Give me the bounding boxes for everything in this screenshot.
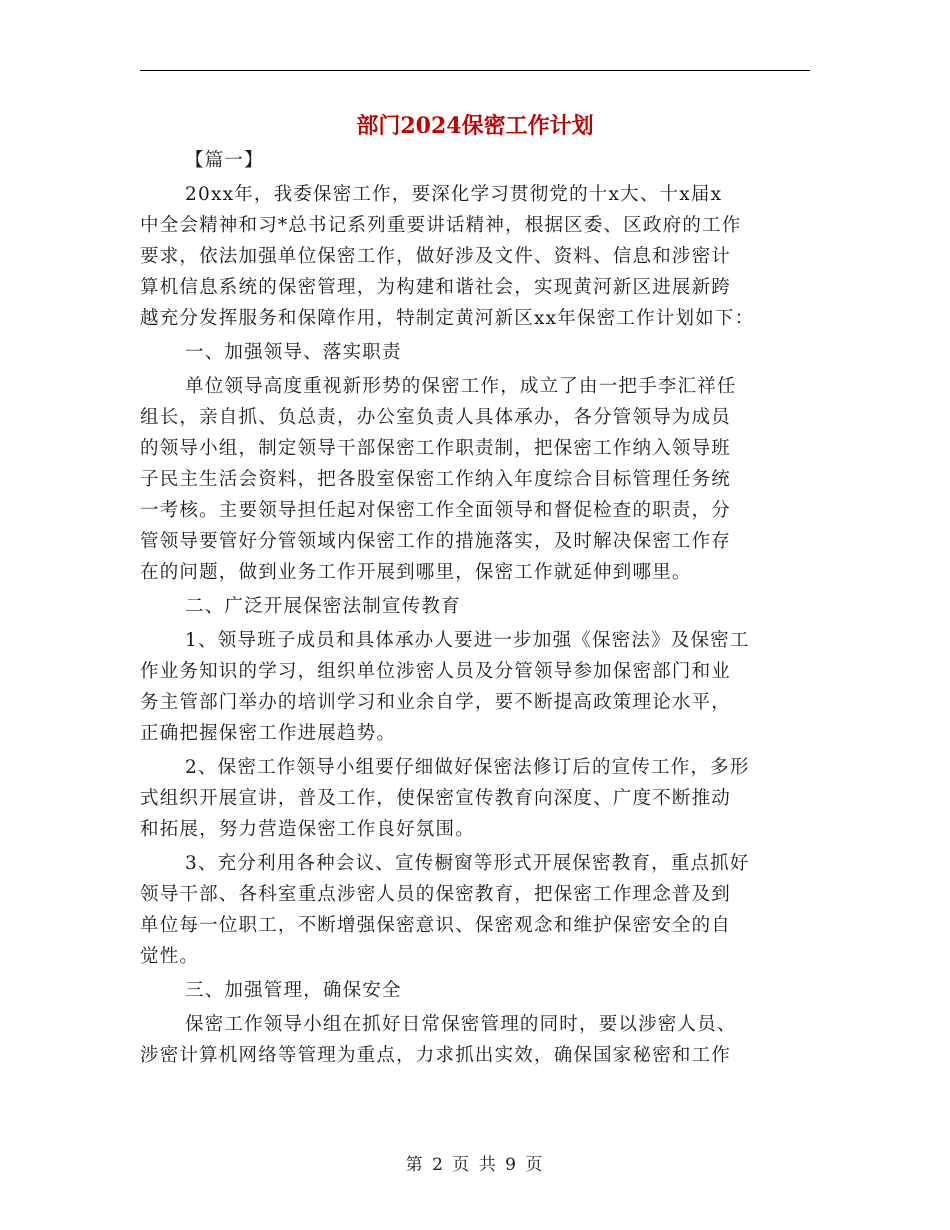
body-line: 3、充分利用各种会议、宣传橱窗等形式开展保密教育，重点抓好 xyxy=(185,853,750,874)
section-heading: 三、加强管理，确保安全 xyxy=(185,980,402,1001)
body-line: 管领导要管好分管领域内保密工作的措施落实，及时解决保密工作存 xyxy=(140,531,732,552)
body-line: 中全会精神和习*总书记系列重要讲话精神，根据区委、区政府的工作 xyxy=(140,215,742,236)
body-line: 单位领导高度重视新形势的保密工作，成立了由一把手李汇祥任 xyxy=(185,376,737,397)
document-body xyxy=(140,145,815,1071)
body-line: 涉密计算机网络等管理为重点，力求抓出实效，确保国家秘密和工作 xyxy=(140,1045,732,1066)
body-line: 作业务知识的学习，组织单位涉密人员及分管领导参加保密部门和业 xyxy=(140,661,732,682)
body-line: 保密工作领导小组在抓好日常保密管理的同时，要以涉密人员、 xyxy=(185,1014,737,1035)
header-rule xyxy=(140,70,810,71)
body-line: 正确把握保密工作进展趋势。 xyxy=(140,723,397,744)
body-line: 【篇一】 xyxy=(185,150,264,171)
body-line: 2、保密工作领导小组要仔细做好保密法修订后的宣传工作，多形 xyxy=(185,757,750,778)
body-line: 单位每一位职工，不断增强保密意识、保密观念和维护保密安全的自 xyxy=(140,915,732,936)
body-line: 觉性。 xyxy=(140,946,200,967)
section-heading: 一、加强领导、落实职责 xyxy=(185,342,402,363)
body-line: 组长，亲自抓、负总责，办公室负责人具体承办，各分管领导为成员 xyxy=(140,407,732,428)
section-heading: 二、广泛开展保密法制宣传教育 xyxy=(185,596,461,617)
body-line: 和拓展，努力营造保密工作良好氛围。 xyxy=(140,819,475,840)
body-line: 1、领导班子成员和具体承办人要进一步加强《保密法》及保密工 xyxy=(185,630,750,651)
body-line: 子民主生活会资料，把各股室保密工作纳入年度综合目标管理任务统 xyxy=(140,469,732,490)
document-title: 部门2024保密工作计划 xyxy=(356,113,594,139)
body-line: 的领导小组，制定领导干部保密工作职责制，把保密工作纳入领导班 xyxy=(140,438,732,459)
body-line: 务主管部门举办的培训学习和业余自学，要不断提高政策理论水平， xyxy=(140,692,732,713)
body-line: 算机信息系统的保密管理，为构建和谐社会，实现黄河新区进展新跨 xyxy=(140,277,732,298)
body-line: 在的问题，做到业务工作开展到哪里，保密工作就延伸到哪里。 xyxy=(140,562,692,583)
body-line: 式组织开展宣讲，普及工作，使保密宣传教育向深度、广度不断推动 xyxy=(140,788,732,809)
body-line: 一考核。主要领导担任起对保密工作全面领导和督促检查的职责，分 xyxy=(140,500,732,521)
body-line: 越充分发挥服务和保障作用，特制定黄河新区xx年保密工作计划如下： xyxy=(140,308,755,329)
body-line: 20xx年，我委保密工作，要深化学习贯彻党的十x大、十x届x xyxy=(185,184,723,205)
page-number: 第 2 页 共 9 页 xyxy=(405,1155,545,1175)
body-line: 要求，依法加强单位保密工作，做好涉及文件、资料、信息和涉密计 xyxy=(140,246,732,267)
body-line: 领导干部、各科室重点涉密人员的保密教育，把保密工作理念普及到 xyxy=(140,884,732,905)
